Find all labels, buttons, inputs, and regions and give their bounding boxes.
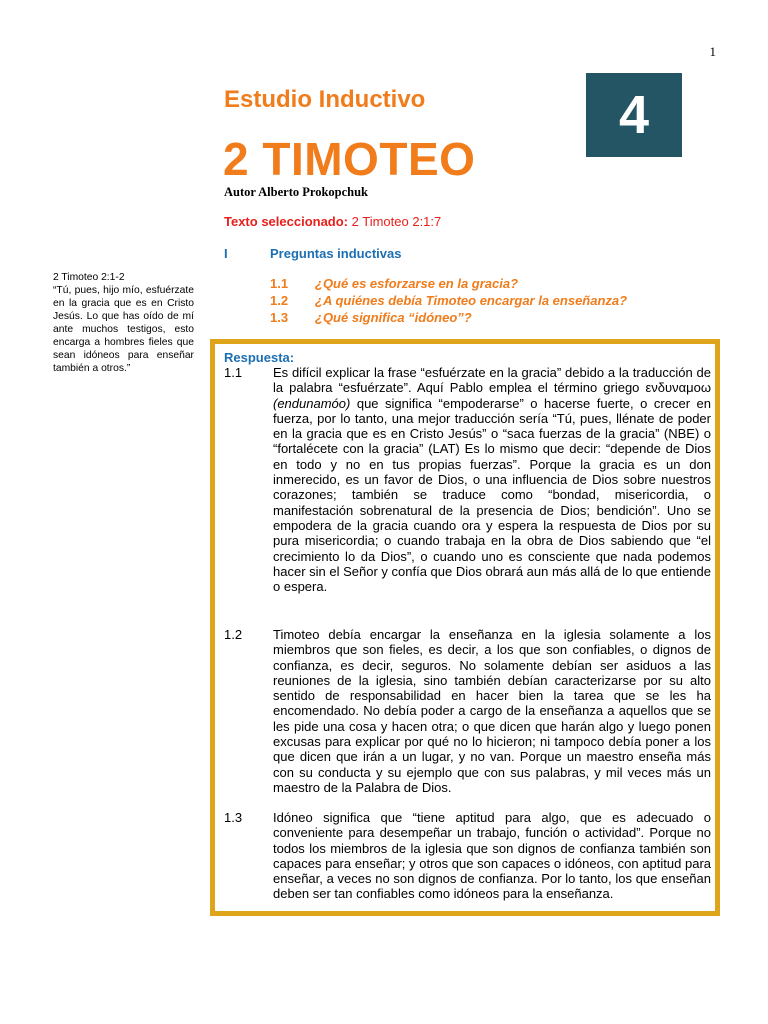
transliteration: (endunamóo) bbox=[273, 395, 351, 411]
answer-item bbox=[224, 810, 711, 902]
question-text: ¿Qué significa “idóneo”? bbox=[315, 310, 472, 325]
answer-label: Respuesta: bbox=[224, 350, 295, 365]
sidebar-verse-quote bbox=[53, 271, 194, 375]
selected-text-reference: 2 Timoteo 2:1:7 bbox=[351, 214, 442, 229]
answer-number: 1.2 bbox=[224, 627, 243, 642]
question-number: 1.1 bbox=[270, 276, 289, 291]
author-line: Autor Alberto Prokopchuk bbox=[224, 185, 369, 199]
section-number: I bbox=[224, 246, 228, 261]
selected-text-line bbox=[224, 214, 441, 229]
sidebar-verse-reference: 2 Timoteo 2:1-2 bbox=[53, 272, 125, 283]
book-title: 2 TIMOTEO bbox=[223, 133, 476, 185]
question-text: ¿Qué es esforzarse en la gracia? bbox=[315, 276, 519, 291]
answer-box bbox=[210, 339, 720, 916]
question-number: 1.2 bbox=[270, 293, 289, 308]
selected-text-label: Texto seleccionado: bbox=[224, 214, 349, 229]
question-text: ¿A quiénes debía Timoteo encargar la enseñanza? bbox=[315, 293, 628, 308]
answer-number: 1.1 bbox=[224, 365, 243, 380]
question-item bbox=[270, 275, 627, 292]
page-number: 1 bbox=[709, 44, 716, 59]
answer-text: Es difícil explicar la frase “esfuérzate en la gracia” debido a la traducción de la palabra “esfuérzate”. Aquí Pablo emplea el término griego ενδυναμοω (endunamóo) que significa “empoderarse” o hacerse fuerte, o crecer en fuerza, por lo tanto, una mejor traducción sería “Tú, pues, llénate de poder en la gracia que es en Cristo Jesús” o “saca fuerzas de la gracia” (NBE) o “fortalécete con la gracia” (LAT) Es lo mismo que decir: “depende de Dios en todo y no en tus propias fuerzas”. Porque la gracia es un don inmerecido, es un favor de Dios, o una influencia de Dios sobre nuestros corazones; también se traduce como “bondad, misericordia, o manifestación sobrenatural de la presencia de Dios; bendición”. Uno se empodera de la gracia cuando ora y espera la respuesta de Dios por su pura misericordia; o cuando trabaja en la obra de Dios sabiendo que “el crecimiento lo da Dios”, o cuando uno es consciente que nada podemos hacer sin el Señor y confía que Dios obrará aun más allá de lo que entiende o espera. bbox=[273, 365, 711, 595]
answer-item bbox=[224, 365, 711, 594]
question-list bbox=[270, 275, 627, 326]
question-item bbox=[270, 309, 627, 326]
series-title: Estudio Inductivo bbox=[224, 86, 426, 113]
answer-text: Idóneo significa que “tiene aptitud para algo, que es adecuado o conveniente para desempeñar un trabajo, función o actividad”. Porque no todos los miembros de la iglesia que son dignos de confianza también son capaces para enseñar; y otros que son capaces o idóneos, con aptitud para enseñar, a veces no son dignos de confianza. Por lo tanto, los que enseñan deben ser tan confiables como idóneos para la enseñanza. bbox=[273, 810, 711, 902]
sidebar-verse-text: “Tú, pues, hijo mío, esfuérzate en la gracia que es en Cristo Jesús. Lo que has oído de mí ante muchos testigos, esto encarga a hombres fieles que sean idóneos para enseñar también a otros.” bbox=[53, 285, 194, 374]
section-title: Preguntas inductivas bbox=[270, 246, 402, 261]
study-number-badge: 4 bbox=[586, 73, 682, 157]
answer-number: 1.3 bbox=[224, 810, 243, 825]
answer-text: Timoteo debía encargar la enseñanza en la iglesia solamente a los miembros que son fieles, es decir, a los que son confiables, o dignos de confianza, es decir, seguros. No solamente debían ser asiduos a las reuniones de la iglesia, sino también debían caracterizarse por su alto sentido de responsabilidad en hacer bien la tarea que se les ha encomendado. No debía poder a cargo de la enseñanza a aquellos que se les pide una cosa y hacen otra; o que dicen que harán algo y luego ponen excusas para explicar por qué no lo hicieron; ni tampoco debía poner a los que dicen que irán a un lugar, y no van. Porque un maestro enseña más con su conducta y su ejemplo que con sus palabras, y mil veces más un maestro de la Palabra de Dios. bbox=[273, 627, 711, 795]
answer-item bbox=[224, 627, 711, 795]
section-heading bbox=[224, 246, 401, 261]
question-item bbox=[270, 292, 627, 309]
question-number: 1.3 bbox=[270, 310, 289, 325]
